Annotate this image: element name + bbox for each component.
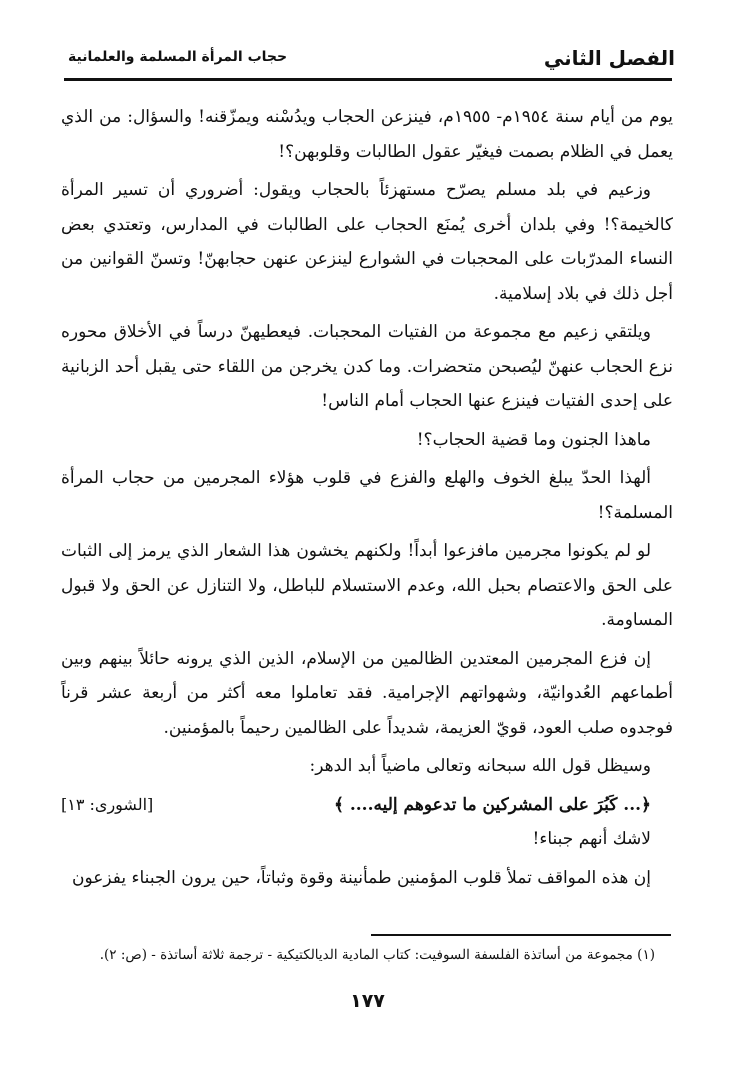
book-title: حجاب المرأة المسلمة والعلمانية bbox=[68, 49, 288, 65]
paragraph-9: لاشك أنهم جبناء! bbox=[532, 829, 651, 849]
quran-verse-row bbox=[61, 788, 673, 823]
paragraph-1: يوم من أيام سنة ١٩٥٤م- ١٩٥٥م، فينزعن الحجاب ويدُسْنه ويمزّقنه! والسؤال: من الذي يعمل في الظلام بصمت فيغيّر عقول الطالبات وقلوبهن؟! bbox=[61, 107, 673, 162]
paragraph-10: إن هذه المواقف تملأ قلوب المؤمنين طمأنينة وقوة وثباتاً، حين يرون الجبناء يفزعون bbox=[71, 867, 651, 888]
quran-verse: ﴿... كَبُرَ على المشركين ما تدعوهم إليه.... ﴾ bbox=[333, 794, 651, 815]
footnote: (١) مجموعة من أساتذة الفلسفة السوفيت: كتاب المادية الديالكتيكية - ترجمة ثلاثة أساتذة - (ص: ٢). bbox=[99, 947, 655, 963]
chapter-heading: الفصل الثاني bbox=[543, 46, 675, 70]
paragraph-2: وزعيم في بلد مسلم يصرّح مستهزئاً بالحجاب ويقول: أضروري أن تسير المرأة كالخيمة؟! وفي بلدان أخرى يُمنَع الحجاب على الطالبات في المدارس، وتعتدي بعض النساء المدرّبات على المحجبات في الشوارع لينزعن عنهن حجابهنّ! وتسنّ القوانين من أجل ذلك في بلاد إسلامية. bbox=[61, 180, 673, 304]
verse-reference: [الشورى: ١٣] bbox=[61, 794, 154, 814]
paragraph-8: وسيظل قول الله سبحانه وتعالى ماضياً أبد الدهر: bbox=[309, 756, 651, 776]
paragraph-6: لو لم يكونوا مجرمين مافزعوا أبداً! ولكنهم يخشون هذا الشعار الذي يرمز إلى الثبات على الحق والاعتصام بحبل الله، وعدم الاستسلام للباطل، ولا التنازل عن الحق ولا قبول المساومة. bbox=[61, 541, 673, 630]
paragraph-5: ألهذا الحدّ يبلغ الخوف والهلع والفزع في قلوب هؤلاء المجرمين من حجاب المرأة المسلمة؟! bbox=[61, 468, 673, 523]
footnote-divider bbox=[371, 934, 671, 936]
paragraph-4: ماهذا الجنون وما قضية الحجاب؟! bbox=[416, 429, 651, 450]
paragraph-3: ويلتقي زعيم مع مجموعة من الفتيات المحجبات. فيعطيهنّ درساً في الأخلاق محوره نزع الحجاب عنهنّ ليُصبحن متحضرات. وما كدن يخرجن من اللقاء حتى يقبل أحد الزبانية على إحدى الفتيات فينزع عنها الحجاب أمام الناس! bbox=[61, 322, 673, 411]
header-divider bbox=[64, 78, 672, 81]
body-text bbox=[61, 100, 673, 899]
paragraph-7: إن فزع المجرمين المعتدين الظالمين من الإسلام، الذين الذي يرونه حائلاً بينهم وبين أطماعهم العُدوانيّة، وشهواتهم الإجرامية. فقد تعاملوا معه أكثر من أربعة عشر قرناً فوجدوه صلب العود، قويّ العزيمة، شديداً على الظالمين رحيماً بالمؤمنين. bbox=[61, 648, 673, 738]
page-number: ١٧٧ bbox=[350, 990, 385, 1012]
